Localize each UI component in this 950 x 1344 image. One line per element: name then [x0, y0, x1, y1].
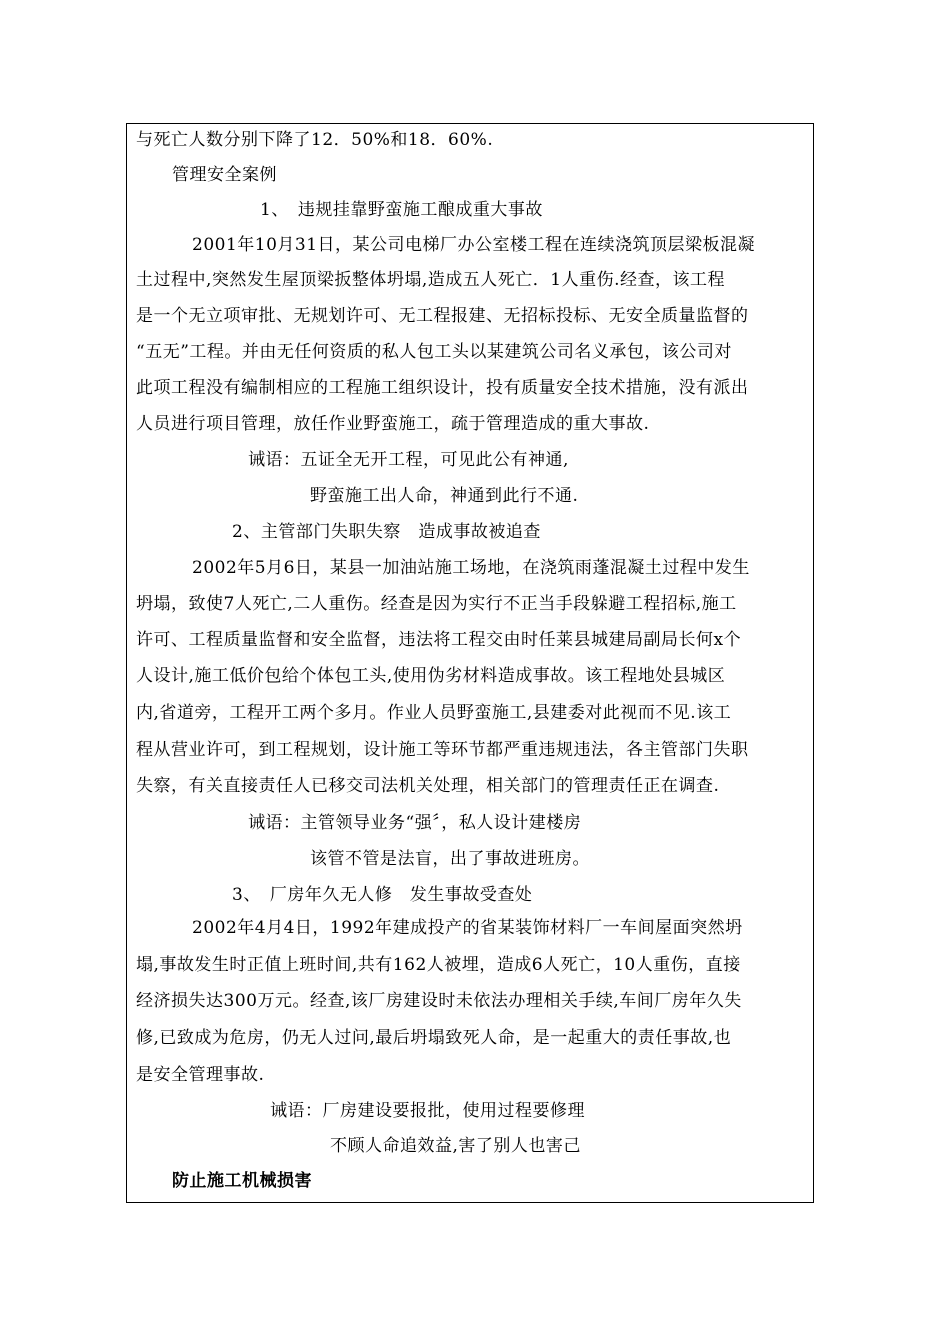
text-line: 内,省道旁，工程开工两个多月。作业人员野蛮施工,县建委对此视而不见.该工: [136, 703, 732, 723]
text-line: 2002年5月6日，某县一加油站施工场地，在浇筑雨蓬混凝土过程中发生: [192, 558, 750, 578]
case-title: 2、主管部门失职失察 造成事故被追查: [232, 522, 541, 542]
admonition-line: 诫语：五证全无开工程，可见此公有神通,: [248, 450, 569, 470]
text-line: 2001年10月31日，某公司电梯厂办公室楼工程在连续浇筑顶层梁板混凝: [192, 235, 756, 255]
admonition-line: 该管不管是法盲，出了事故进班房。: [310, 849, 590, 869]
section-heading: 管理安全案例: [172, 165, 277, 185]
admonition-line: 野蛮施工出人命，神通到此行不通.: [310, 486, 579, 506]
text-line: 塌,事故发生时正值上班时间,共有162人被埋，造成6人死亡，10人重伤，直接: [136, 955, 741, 975]
admonition-line: 诫语：主管领导业务“强〞，私人设计建楼房: [248, 813, 582, 833]
text-line: 是一个无立项审批、无规划许可、无工程报建、无招标投标、无安全质量监督的: [136, 306, 749, 326]
case-title: 3、 厂房年久无人修 发生事故受查处: [232, 885, 533, 905]
text-line: 土过程中,突然发生屋顶梁扳整体坍塌,造成五人死亡．1人重伤.经查，该工程: [136, 270, 726, 290]
text-line: 人员进行项目管理，放任作业野蛮施工，疏于管理造成的重大事故.: [136, 414, 650, 434]
text-line: 与死亡人数分别下降了12．50%和18．60%.: [136, 130, 494, 150]
text-line: 许可、工程质量监督和安全监督，违法将工程交由时任莱县城建局副局长何x个: [136, 630, 742, 650]
text-line: 经济损失达300万元。经查,该厂房建设时未依法办理相关手续,车间厂房年久失: [136, 991, 742, 1011]
text-line: 此项工程没有编制相应的工程施工组织设计，投有质量安全技术措施，没有派出: [136, 378, 749, 398]
text-line: 2002年4月4日，1992年建成投产的省某装饰材料厂一车间屋面突然坍: [192, 918, 743, 938]
case-title: 1、 违规挂靠野蛮施工酿成重大事故: [260, 200, 543, 220]
admonition-line: 诫语：厂房建设要报批，使用过程要修理: [270, 1101, 585, 1121]
text-line: 人设计,施工低价包给个体包工头,使用伪劣材料造成事故。该工程地处县城区: [136, 666, 726, 686]
text-line: 坍塌，致使7人死亡,二人重伤。经查是因为实行不正当手段躲避工程招标,施工: [136, 594, 737, 614]
text-line: “五无”工程。并由无任何资质的私人包工头以某建筑公司名义承包，该公司对: [136, 342, 732, 362]
admonition-line: 不顾人命追效益,害了别人也害己: [330, 1136, 581, 1156]
text-line: 是安全管理事故.: [136, 1065, 265, 1085]
text-line: 程从营业许可，到工程规划，设计施工等环节都严重违规违法，各主管部门失职: [136, 740, 749, 760]
text-line: 修,已致成为危房，仍无人过问,最后坍塌致死人命，是一起重大的责任事故,也: [136, 1028, 732, 1048]
section-heading-bold: 防止施工机械损害: [172, 1171, 312, 1191]
text-line: 失察，有关直接责任人已移交司法机关处理，相关部门的管理责任正在调查.: [136, 776, 720, 796]
